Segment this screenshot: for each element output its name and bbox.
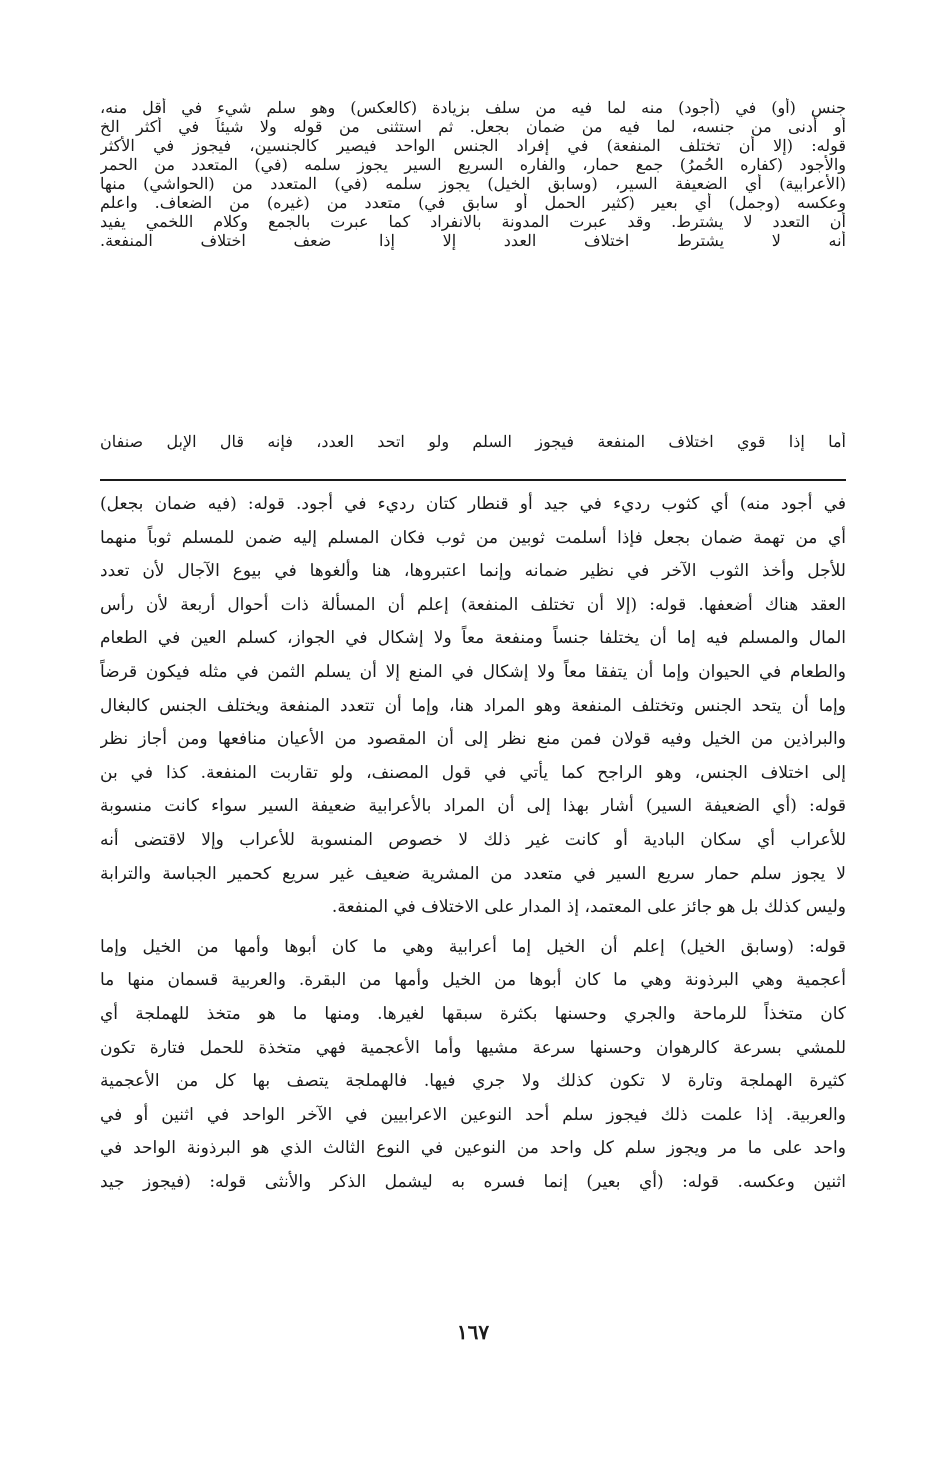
commentary-line: لا يجوز سلم حمار سريع السير في متعدد من المشرية ضعيف غير سريع كحمير الجباسة والترابة bbox=[100, 863, 846, 884]
commentary-section bbox=[100, 488, 846, 1199]
commentary-line: وليس كذلك بل هو جائز على المعتمد، إذ المدار على الاختلاف في المنفعة. bbox=[331, 897, 846, 918]
main-text-line: أنه لا يشترط اختلاف العدد إلا إذا ضعف اختلاف المنفعة. bbox=[100, 231, 846, 250]
commentary-line: والطعام في الحيوان وإما أن يتفقا معاً ولا إشكال في المنع إلا أن يسلم الثمن في مثله فيكون قرضاً bbox=[100, 661, 846, 682]
commentary-line: أي من تهمة ضمان بجعل فإذا أسلمت ثوبين من ثوب فكان المسلم إليه ضمن للمسلم ثوباً منهما bbox=[100, 527, 846, 548]
main-text-line: وعكسه (وجمل) أي بعير (كثير الحمل أو سابق في) متعدد من (غيره) من الضعاف. واعلم bbox=[100, 193, 846, 212]
commentary-line: أعجمية وهي البرذونة وهي ما كان أبوها من الخيل وأمها من البقرة. والعربية قسمان منها ما bbox=[100, 970, 846, 991]
commentary-line: كان متخذاً للرماحة والجري وحسنها بكثرة سبقها لغيرها. ومنها ما هو متخذ للهملجة أي bbox=[100, 1003, 846, 1024]
commentary-line: واحد على ما مر ويجوز سلم كل واحد من النوعين في النوع الثالث الذي هو البرذونة الواحد في bbox=[100, 1138, 846, 1159]
main-text-line: قوله: (إلا أن تختلف المنفعة) في إفراد الجنس الواحد فيصير كالجنسين، فيجوز في الأكثر bbox=[100, 136, 846, 155]
main-text-paragraph-1 bbox=[100, 98, 846, 250]
commentary-line: إلى اختلاف الجنس، وهو الراجح كما يأتي في قول المصنف، ولو تقاربت المنفعة. كذا في بن bbox=[100, 762, 846, 783]
main-text-line: (الأعرابية) أي الضعيفة السير، (وسابق الخيل) يجوز سلمه (في) المتعدد من (الحواشي) منها bbox=[100, 174, 846, 193]
commentary-line: قوله: (وسابق الخيل) إعلم أن الخيل إما أعرابية وهي ما كان أبوها وأمها من الخيل وإما bbox=[100, 936, 846, 957]
commentary-line: اثنين وعكسه. قوله: (أي بعير) إنما فسره به ليشمل الذكر والأنثى قوله: (فيجوز جيد bbox=[100, 1171, 846, 1192]
footnote-separator bbox=[100, 479, 846, 481]
main-text-line: أما إذا قوي اختلاف المنفعة فيجوز السلم ولو اتحد العدد، فإنه قال الإبل صنفان bbox=[100, 432, 846, 451]
commentary-line: كثيرة الهملجة وتارة لا تكون كذلك ولا جري فيها. فالهملجة يتصف بها كل من الأعجمية bbox=[100, 1071, 846, 1092]
main-text-line: أن التعدد لا يشترط. وقد عبرت المدونة بالانفراد كما عبرت بالجمع وكلام اللخمي يفيد bbox=[100, 212, 846, 231]
commentary-line: المال والمسلم فيه إما أن يختلفا جنساً ومنفعة معاً ولا إشكال في الجواز، كسلم العين في الطعام bbox=[100, 628, 846, 649]
page-number: ١٦٧ bbox=[456, 1320, 490, 1344]
commentary-line: في أجود منه) أي كثوب رديء في جيد أو قنطار كتان رديء في أجود. قوله: (فيه ضمان بجعل) bbox=[100, 494, 846, 514]
main-text-line: أو أدنى من جنسه، لما فيه من ضمان بجعل. ثم استثنى من قوله ولا شيئاً في أكثر الخ bbox=[100, 117, 846, 136]
commentary-line: والعربية. إذا علمت ذلك فيجوز سلم أحد النوعين الاعرابيين في الآخر الواحد في اثنين أو في bbox=[100, 1104, 846, 1125]
commentary-paragraph-1 bbox=[100, 488, 846, 925]
main-text-paragraph-2 bbox=[100, 432, 846, 451]
commentary-paragraph-2 bbox=[100, 931, 846, 1200]
commentary-line: للأعراب أي سكان البادية أو كانت غير ذلك لا خصوص المنسوبة للأعراب وإلا لاقتضى أنه bbox=[100, 829, 846, 850]
commentary-line: وإما أن يتحد الجنس وتختلف المنفعة وهو المراد هنا، وإما أن تتعدد المنفعة ويختلف الجنس كالبغال bbox=[100, 695, 846, 716]
commentary-line: للأجل وأخذ الثوب الآخر في نظير ضمانه وإنما اعتبروها، هنا وألغوها في بيوع الآجال لأن تعدد bbox=[100, 561, 846, 582]
main-text-line: والأجود (كفاره الحُمرُ) جمع حمار، والفاره السريع السير يجوز سلمه (في) المتعدد من الحمر bbox=[100, 155, 846, 174]
commentary-line: قوله: (أي الضعيفة السير) أشار بهذا إلى أن المراد بالأعرابية ضعيفة السير سواء كانت منسوبة bbox=[100, 796, 846, 817]
commentary-line: والبراذين من الخيل وفيه قولان فمن منع نظر إلى أن المقصود من الأعيان منافعها ومن أجاز نظر bbox=[100, 729, 846, 750]
main-text-line: جنس (أو) في (أجود) منه لما فيه من سلف بزيادة (كالعكس) وهو سلم شيء في أقل منه، bbox=[100, 98, 846, 117]
commentary-line: العقد هناك أضعفها. قوله: (إلا أن تختلف المنفعة) إعلم أن المسألة ذات أحوال أربعة لأن رأس bbox=[100, 594, 846, 615]
commentary-line: للمشي بسرعة كالرهوان وحسنها سرعة مشيها وأما الأعجمية فهي متخذة للحمل فتارة تكون bbox=[100, 1037, 846, 1058]
